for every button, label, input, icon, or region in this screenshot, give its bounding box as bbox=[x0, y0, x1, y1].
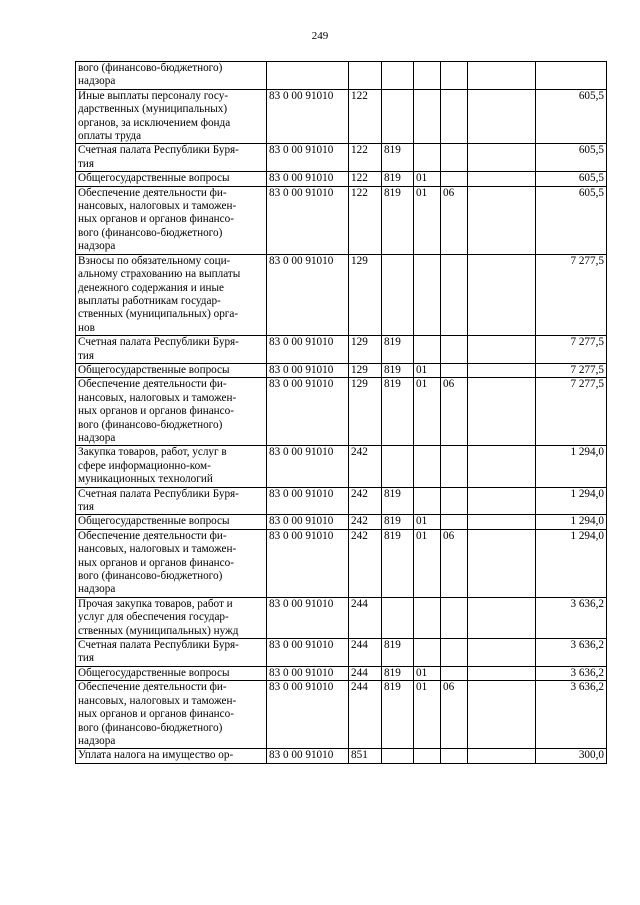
item-name-line: Обеспечение деятельности фи- bbox=[78, 529, 227, 542]
cell-budget-manager: 819 bbox=[382, 172, 414, 186]
cell-section: 01 bbox=[414, 172, 441, 186]
cell-section bbox=[414, 336, 441, 364]
cell-item-name bbox=[76, 336, 267, 364]
cell-amount: 605,5 bbox=[536, 144, 607, 172]
cell-amount: 3 636,2 bbox=[536, 681, 607, 749]
item-name-line: Счетная палата Республики Буря- bbox=[78, 487, 239, 500]
item-name-line: Закупка товаров, работ, услуг в bbox=[78, 446, 227, 459]
item-name-line: Общегосударственные вопросы bbox=[78, 666, 230, 679]
cell-target-article: 83 0 00 91010 bbox=[267, 172, 349, 186]
cell-section bbox=[414, 62, 441, 90]
item-name-line: денежного содержания и иные bbox=[78, 281, 224, 294]
cell-subsection bbox=[441, 639, 468, 667]
item-name-line: надзора bbox=[78, 240, 116, 253]
cell-budget-manager: 819 bbox=[382, 487, 414, 515]
cell-item-name bbox=[76, 749, 267, 763]
cell-item-name bbox=[76, 681, 267, 749]
cell-expense-type: 122 bbox=[349, 144, 382, 172]
cell-amount: 3 636,2 bbox=[536, 639, 607, 667]
cell-expense-type: 244 bbox=[349, 681, 382, 749]
cell-sum-1 bbox=[468, 666, 536, 680]
table-row bbox=[76, 639, 607, 667]
table-row bbox=[76, 446, 607, 487]
cell-subsection bbox=[441, 336, 468, 364]
cell-item-name bbox=[76, 529, 267, 597]
cell-target-article: 83 0 00 91010 bbox=[267, 144, 349, 172]
item-name-line: оплаты труда bbox=[78, 130, 142, 143]
item-name-line: Счетная палата Республики Буря- bbox=[78, 336, 239, 349]
item-name-line: Общегосударственные вопросы bbox=[78, 515, 230, 528]
cell-sum-1 bbox=[468, 254, 536, 335]
cell-subsection bbox=[441, 172, 468, 186]
table-row bbox=[76, 336, 607, 364]
table-row bbox=[76, 515, 607, 529]
cell-subsection: 06 bbox=[441, 529, 468, 597]
cell-section bbox=[414, 487, 441, 515]
cell-amount: 605,5 bbox=[536, 172, 607, 186]
cell-section: 01 bbox=[414, 363, 441, 377]
cell-item-name bbox=[76, 487, 267, 515]
table-row bbox=[76, 597, 607, 638]
cell-budget-manager: 819 bbox=[382, 336, 414, 364]
item-name-line: тия bbox=[78, 501, 95, 513]
cell-amount: 1 294,0 bbox=[536, 446, 607, 487]
item-name-line: вого (финансово-бюджетного) bbox=[78, 721, 223, 734]
cell-budget-manager: 819 bbox=[382, 186, 414, 254]
cell-expense-type: 129 bbox=[349, 363, 382, 377]
item-name-line: тия bbox=[78, 652, 95, 665]
item-name-line: Обеспечение деятельности фи- bbox=[78, 681, 227, 694]
cell-sum-1 bbox=[468, 446, 536, 487]
cell-item-name bbox=[76, 254, 267, 335]
cell-amount: 605,5 bbox=[536, 89, 607, 144]
cell-subsection bbox=[441, 666, 468, 680]
cell-amount: 1 294,0 bbox=[536, 529, 607, 597]
cell-sum-1 bbox=[468, 62, 536, 90]
cell-item-name bbox=[76, 378, 267, 446]
cell-target-article: 83 0 00 91010 bbox=[267, 254, 349, 335]
cell-budget-manager bbox=[382, 749, 414, 763]
item-name-line: Общегосударственные вопросы bbox=[78, 363, 230, 376]
cell-budget-manager: 819 bbox=[382, 363, 414, 377]
cell-item-name bbox=[76, 186, 267, 254]
cell-target-article: 83 0 00 91010 bbox=[267, 363, 349, 377]
cell-target-article: 83 0 00 91010 bbox=[267, 666, 349, 680]
cell-subsection bbox=[441, 446, 468, 487]
item-name-line: нансовых, налоговых и таможен- bbox=[78, 200, 237, 213]
cell-sum-1 bbox=[468, 487, 536, 515]
table-row bbox=[76, 666, 607, 680]
cell-amount: 1 294,0 bbox=[536, 515, 607, 529]
cell-subsection: 06 bbox=[441, 378, 468, 446]
cell-target-article: 83 0 00 91010 bbox=[267, 597, 349, 638]
cell-subsection bbox=[441, 515, 468, 529]
cell-sum-1 bbox=[468, 363, 536, 377]
item-name-line: надзора bbox=[78, 75, 116, 88]
table-row bbox=[76, 378, 607, 446]
cell-target-article: 83 0 00 91010 bbox=[267, 487, 349, 515]
cell-section bbox=[414, 639, 441, 667]
item-name-line: услуг для обеспечения государ- bbox=[78, 611, 229, 624]
cell-target-article: 83 0 00 91010 bbox=[267, 186, 349, 254]
cell-sum-1 bbox=[468, 186, 536, 254]
cell-amount: 1 294,0 bbox=[536, 487, 607, 515]
cell-amount: 7 277,5 bbox=[536, 336, 607, 364]
cell-subsection bbox=[441, 89, 468, 144]
table-row bbox=[76, 749, 607, 763]
cell-budget-manager bbox=[382, 597, 414, 638]
cell-target-article: 83 0 00 91010 bbox=[267, 378, 349, 446]
cell-budget-manager bbox=[382, 62, 414, 90]
cell-target-article: 83 0 00 91010 bbox=[267, 639, 349, 667]
cell-target-article: 83 0 00 91010 bbox=[267, 529, 349, 597]
cell-budget-manager: 819 bbox=[382, 681, 414, 749]
cell-budget-manager: 819 bbox=[382, 666, 414, 680]
item-name-line: выплаты работникам государ- bbox=[78, 294, 221, 307]
cell-subsection bbox=[441, 597, 468, 638]
cell-subsection bbox=[441, 487, 468, 515]
item-name-line: надзора bbox=[78, 734, 116, 747]
cell-item-name bbox=[76, 597, 267, 638]
cell-sum-1 bbox=[468, 529, 536, 597]
item-name-line: Обеспечение деятельности фи- bbox=[78, 186, 227, 199]
item-name-line: Прочая закупка товаров, работ и bbox=[78, 597, 233, 610]
cell-subsection: 06 bbox=[441, 681, 468, 749]
cell-expense-type: 129 bbox=[349, 254, 382, 335]
cell-amount: 7 277,5 bbox=[536, 378, 607, 446]
page-number: 249 bbox=[311, 30, 329, 42]
cell-expense-type bbox=[349, 62, 382, 90]
cell-amount: 3 636,2 bbox=[536, 666, 607, 680]
item-name-line: тия bbox=[78, 157, 95, 170]
cell-section: 01 bbox=[414, 515, 441, 529]
item-name-line: муникационных технологий bbox=[78, 473, 213, 486]
cell-expense-type: 244 bbox=[349, 597, 382, 638]
cell-sum-1 bbox=[468, 681, 536, 749]
cell-sum-1 bbox=[468, 89, 536, 144]
cell-amount: 605,5 bbox=[536, 186, 607, 254]
cell-budget-manager: 819 bbox=[382, 529, 414, 597]
item-name-line: сфере информационно-ком- bbox=[78, 459, 211, 472]
item-name-line: ственных (муниципальных) нужд bbox=[78, 624, 239, 637]
item-name-line: ных органов и органов финансо- bbox=[78, 556, 234, 569]
item-name-line: ных органов и органов финансо- bbox=[78, 405, 234, 418]
cell-section bbox=[414, 89, 441, 144]
item-name-line: дарственных (муниципальных) bbox=[78, 103, 228, 116]
item-name-line: Взносы по обязательному соци- bbox=[78, 254, 231, 267]
cell-item-name bbox=[76, 515, 267, 529]
cell-target-article: 83 0 00 91010 bbox=[267, 336, 349, 364]
cell-expense-type: 129 bbox=[349, 378, 382, 446]
item-name-line: нов bbox=[78, 321, 95, 334]
table-row bbox=[76, 89, 607, 144]
cell-subsection bbox=[441, 144, 468, 172]
table-row bbox=[76, 363, 607, 377]
cell-budget-manager: 819 bbox=[382, 144, 414, 172]
cell-item-name bbox=[76, 446, 267, 487]
cell-section bbox=[414, 597, 441, 638]
item-name-line: Счетная палата Республики Буря- bbox=[78, 144, 239, 157]
cell-subsection bbox=[441, 363, 468, 377]
cell-budget-manager bbox=[382, 446, 414, 487]
cell-subsection bbox=[441, 749, 468, 763]
cell-expense-type: 242 bbox=[349, 515, 382, 529]
cell-expense-type: 129 bbox=[349, 336, 382, 364]
cell-sum-1 bbox=[468, 378, 536, 446]
cell-item-name bbox=[76, 639, 267, 667]
item-name-line: надзора bbox=[78, 431, 116, 444]
item-name-line: ственных (муниципальных) орга- bbox=[78, 308, 239, 321]
item-name-line: ных органов и органов финансо- bbox=[78, 708, 234, 721]
cell-expense-type: 244 bbox=[349, 666, 382, 680]
item-name-line: ных органов и органов финансо- bbox=[78, 213, 234, 226]
cell-budget-manager: 819 bbox=[382, 378, 414, 446]
cell-sum-1 bbox=[468, 639, 536, 667]
cell-subsection: 06 bbox=[441, 186, 468, 254]
cell-section: 01 bbox=[414, 681, 441, 749]
cell-amount: 300,0 bbox=[536, 749, 607, 763]
cell-target-article: 83 0 00 91010 bbox=[267, 446, 349, 487]
table-row bbox=[76, 62, 607, 90]
cell-expense-type: 851 bbox=[349, 749, 382, 763]
item-name-line: органов, за исключением фонда bbox=[78, 116, 231, 129]
table-row bbox=[76, 254, 607, 335]
cell-target-article: 83 0 00 91010 bbox=[267, 681, 349, 749]
item-name-line: Иные выплаты персоналу госу- bbox=[78, 89, 229, 102]
item-name-line: надзора bbox=[78, 583, 116, 596]
cell-expense-type: 122 bbox=[349, 186, 382, 254]
cell-item-name bbox=[76, 144, 267, 172]
cell-sum-1 bbox=[468, 172, 536, 186]
cell-section bbox=[414, 254, 441, 335]
cell-section bbox=[414, 446, 441, 487]
cell-item-name bbox=[76, 172, 267, 186]
item-name-line: Обеспечение деятельности фи- bbox=[78, 378, 227, 391]
cell-section: 01 bbox=[414, 529, 441, 597]
cell-expense-type: 242 bbox=[349, 446, 382, 487]
table-row bbox=[76, 681, 607, 749]
cell-amount: 7 277,5 bbox=[536, 254, 607, 335]
cell-budget-manager bbox=[382, 254, 414, 335]
item-name-line: Уплата налога на имущество ор- bbox=[78, 749, 234, 762]
cell-section bbox=[414, 144, 441, 172]
cell-budget-manager: 819 bbox=[382, 515, 414, 529]
cell-section bbox=[414, 749, 441, 763]
cell-section: 01 bbox=[414, 666, 441, 680]
cell-subsection bbox=[441, 254, 468, 335]
cell-amount: 3 636,2 bbox=[536, 597, 607, 638]
table-row bbox=[76, 172, 607, 186]
table-row bbox=[76, 529, 607, 597]
item-name-line: вого (финансово-бюджетного) bbox=[78, 62, 223, 74]
item-name-line: альному страхованию на выплаты bbox=[78, 268, 241, 281]
cell-budget-manager: 819 bbox=[382, 639, 414, 667]
table-row bbox=[76, 144, 607, 172]
cell-item-name bbox=[76, 89, 267, 144]
cell-sum-1 bbox=[468, 144, 536, 172]
cell-expense-type: 242 bbox=[349, 529, 382, 597]
table-row bbox=[76, 186, 607, 254]
cell-expense-type: 122 bbox=[349, 172, 382, 186]
cell-amount bbox=[536, 62, 607, 90]
table-row bbox=[76, 487, 607, 515]
cell-budget-manager bbox=[382, 89, 414, 144]
cell-sum-1 bbox=[468, 515, 536, 529]
cell-section: 01 bbox=[414, 378, 441, 446]
item-name-line: Общегосударственные вопросы bbox=[78, 172, 230, 185]
cell-target-article bbox=[267, 62, 349, 90]
budget-table-body bbox=[76, 62, 607, 764]
cell-expense-type: 242 bbox=[349, 487, 382, 515]
cell-sum-1 bbox=[468, 597, 536, 638]
item-name-line: Счетная палата Республики Буря- bbox=[78, 639, 239, 652]
cell-sum-1 bbox=[468, 336, 536, 364]
item-name-line: нансовых, налоговых и таможен- bbox=[78, 543, 237, 556]
cell-target-article: 83 0 00 91010 bbox=[267, 749, 349, 763]
cell-expense-type: 122 bbox=[349, 89, 382, 144]
cell-item-name bbox=[76, 363, 267, 377]
cell-item-name bbox=[76, 62, 267, 90]
cell-target-article: 83 0 00 91010 bbox=[267, 89, 349, 144]
cell-expense-type: 244 bbox=[349, 639, 382, 667]
item-name-line: вого (финансово-бюджетного) bbox=[78, 226, 223, 239]
cell-section: 01 bbox=[414, 186, 441, 254]
cell-item-name bbox=[76, 666, 267, 680]
cell-subsection bbox=[441, 62, 468, 90]
item-name-line: тия bbox=[78, 349, 95, 362]
item-name-line: нансовых, налоговых и таможен- bbox=[78, 391, 237, 404]
cell-target-article: 83 0 00 91010 bbox=[267, 515, 349, 529]
item-name-line: вого (финансово-бюджетного) bbox=[78, 570, 223, 583]
item-name-line: вого (финансово-бюджетного) bbox=[78, 418, 223, 431]
budget-table bbox=[75, 61, 607, 764]
cell-sum-1 bbox=[468, 749, 536, 763]
cell-amount: 7 277,5 bbox=[536, 363, 607, 377]
item-name-line: нансовых, налоговых и таможен- bbox=[78, 694, 237, 707]
